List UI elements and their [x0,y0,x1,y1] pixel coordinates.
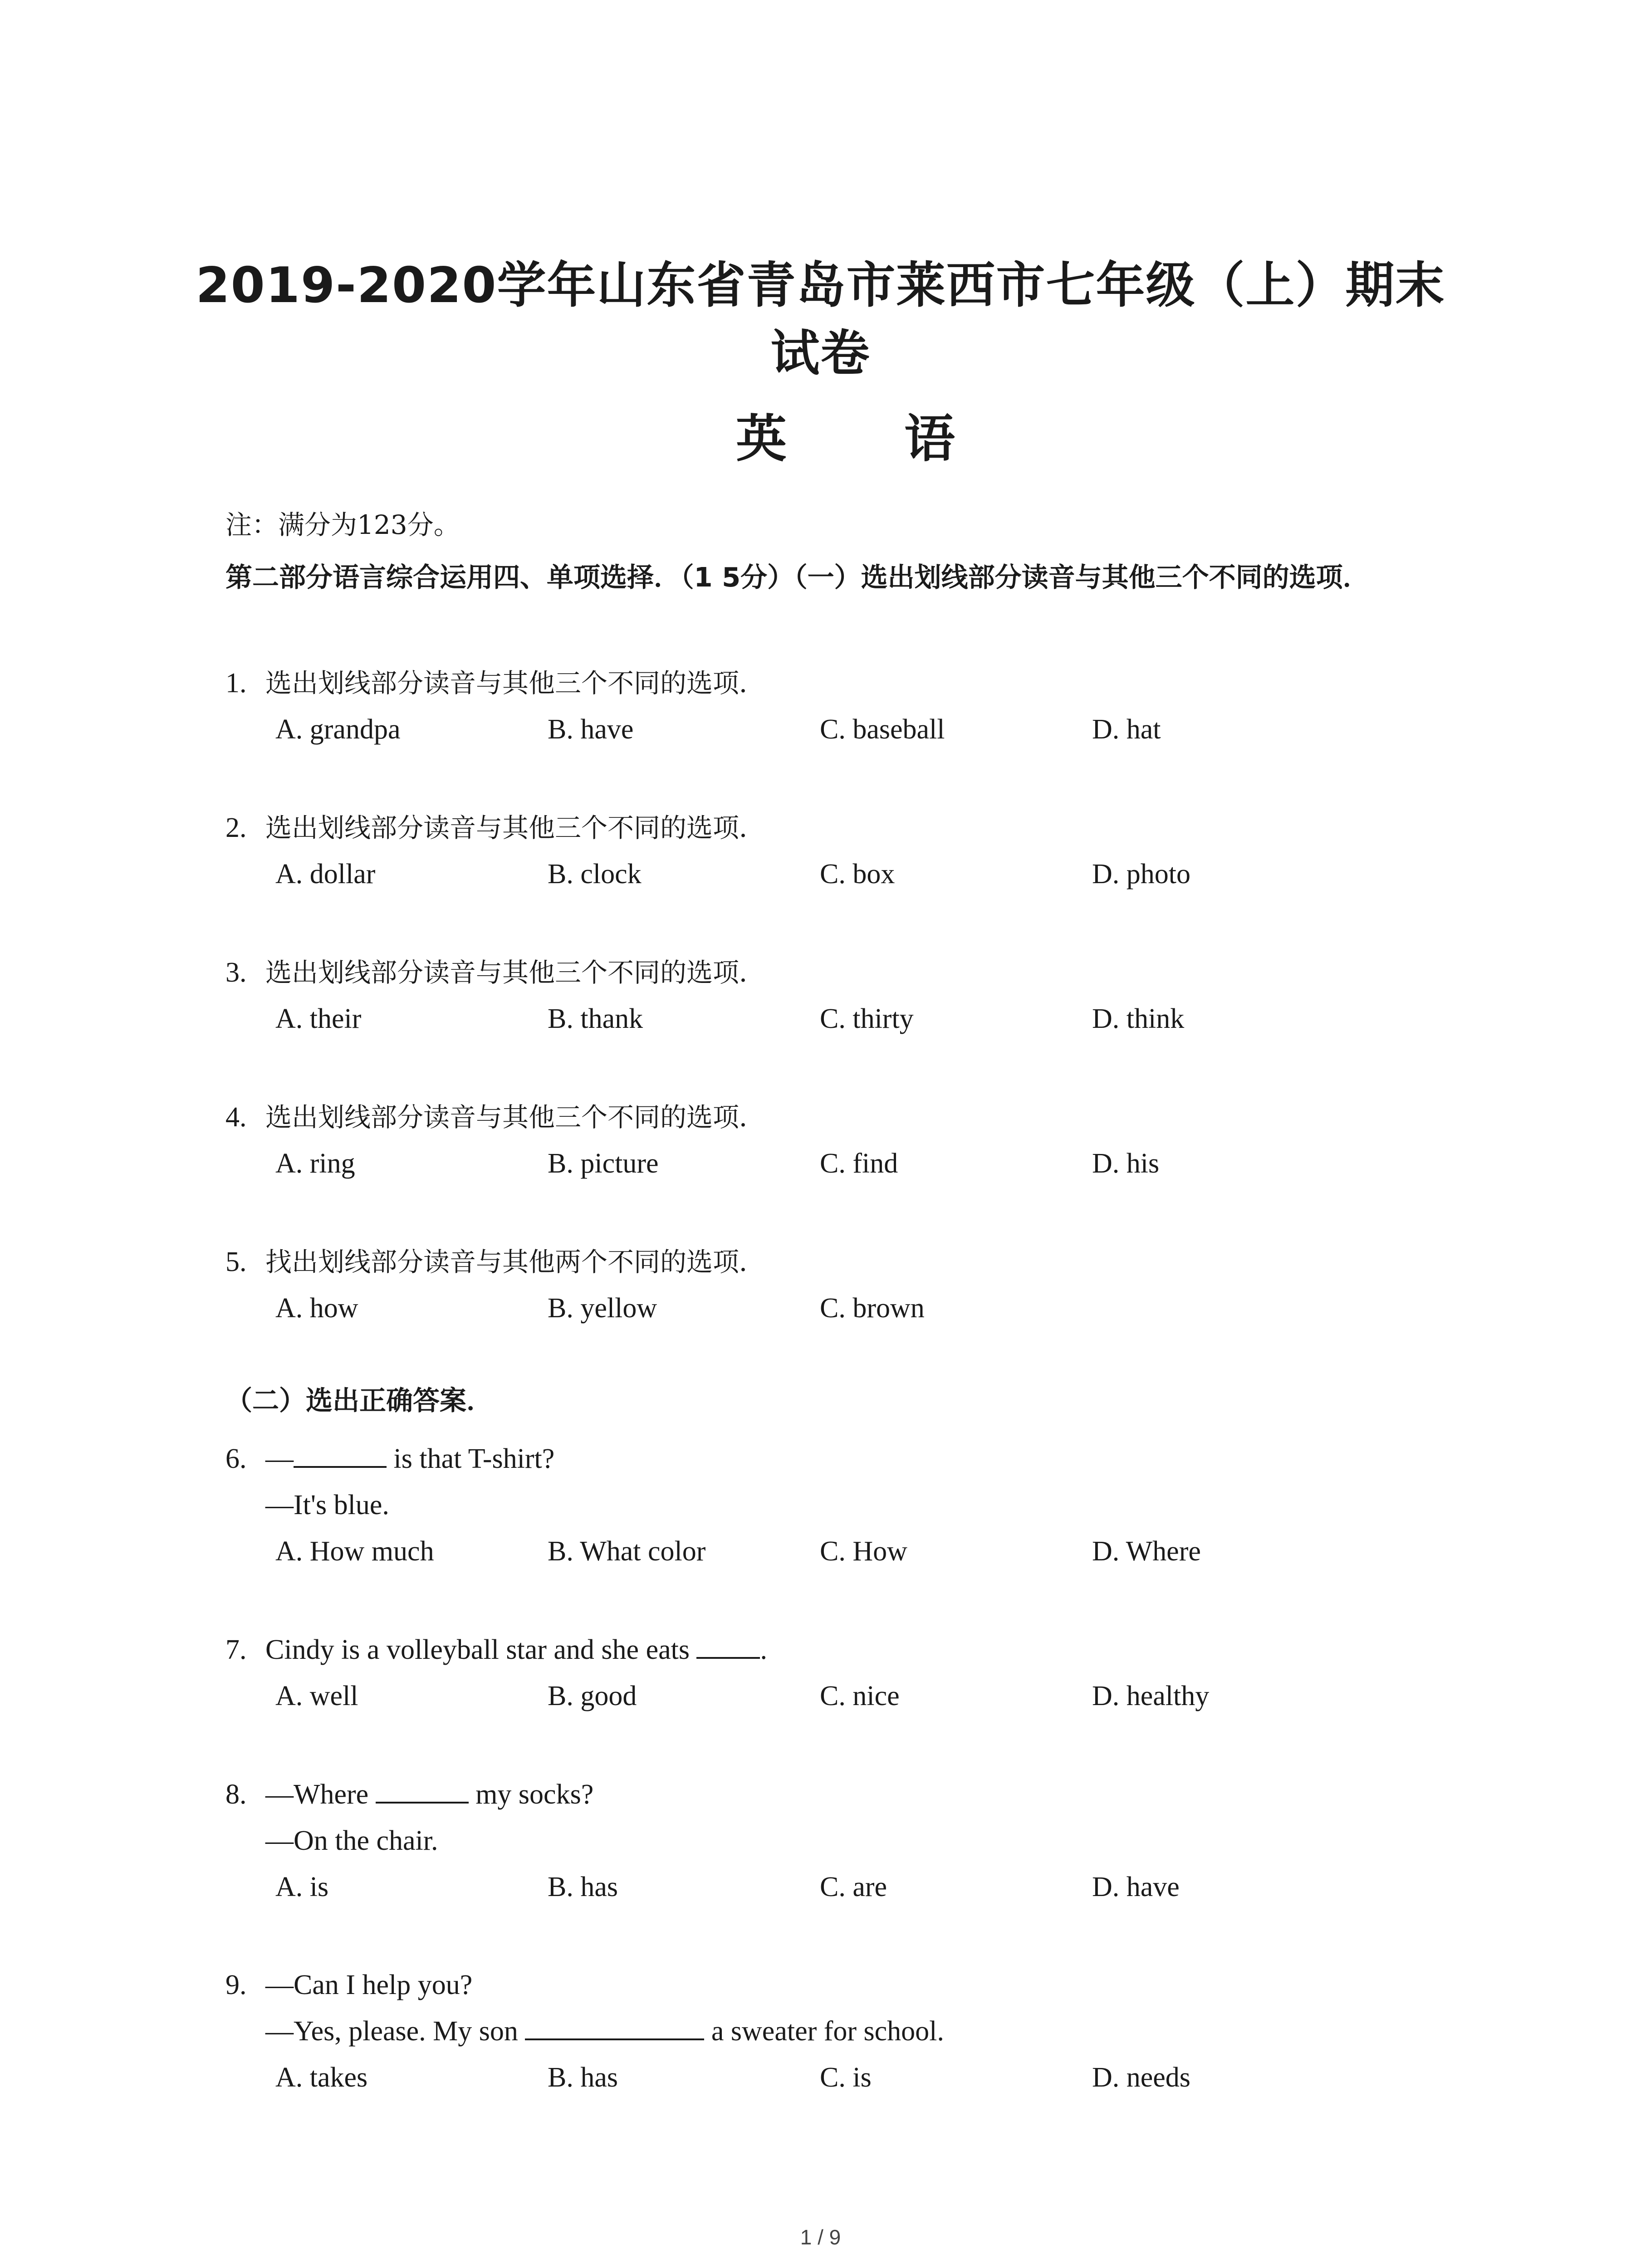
option-d: D. healthy [1092,1681,1210,1711]
option-a: A. dollar [275,859,376,890]
question-stem: 找出划线部分读音与其他两个不同的选项． [265,1246,766,1277]
question-3 [225,949,1496,1042]
question-1 [225,660,1496,753]
option-d: D. think [1092,1003,1185,1034]
options-row [225,1673,1496,1719]
answer-blank [696,1631,760,1659]
option-c: C. find [820,1148,898,1179]
option-a: A. ring [275,1148,355,1179]
option-b: B. yellow [548,1293,657,1324]
options-row [225,2054,1496,2101]
option-c: C. thirty [820,1003,914,1034]
page-number: 1 / 9 [800,2225,841,2249]
stem-text: —Yes, please. My son [265,2016,525,2047]
option-a: A. well [275,1681,358,1711]
section-heading-1: 第二部分语言综合运用四、单项选择．（1 5分）（一）选出划线部分读音与其他三个不同的选项． [225,562,1370,593]
stem-text: my socks? [468,1779,594,1810]
question-stem: 选出划线部分读音与其他三个不同的选项． [265,957,766,988]
option-d: D. Where [1092,1536,1201,1567]
dialogue-line [225,2008,1496,2054]
option-a: A. How much [275,1536,434,1567]
stem-text: —Where [265,1779,376,1810]
question-number: 6. [225,1443,247,1474]
section-heading-2: （二）选出正确答案． [225,1385,494,1416]
question-number: 7. [225,1634,247,1665]
answer-blank [525,2012,704,2040]
question-number: 3. [225,957,247,988]
stem-text: a sweater for school. [704,2016,944,2047]
question-stem: 选出划线部分读音与其他三个不同的选项． [265,668,766,699]
question-number: 1. [225,668,247,699]
stem-text: is that T-shirt? [387,1443,555,1474]
question-4 [225,1094,1496,1187]
stem-text: Cindy is a volleyball star and she eats [265,1634,697,1665]
option-a: A. is [275,1872,329,1902]
option-b: B. have [548,714,634,745]
option-c: C. is [820,2062,872,2093]
option-a: A. how [275,1293,358,1324]
option-c: C. are [820,1872,887,1902]
options-row [225,851,1496,897]
question-9 [225,1962,1496,2101]
dialogue-line: —It's blue. [265,1490,389,1520]
option-b: B. has [548,2062,618,2093]
question-5 [225,1239,1496,1331]
option-b: B. thank [548,1003,643,1034]
option-c: C. brown [820,1293,925,1324]
option-b: B. What color [548,1536,706,1567]
option-d: D. hat [1092,714,1161,745]
question-stem: 选出划线部分读音与其他三个不同的选项． [265,812,766,843]
option-c: C. baseball [820,714,945,745]
options-row [225,1864,1496,1910]
question-number: 8. [225,1779,247,1810]
question-8 [225,1771,1496,1910]
question-2 [225,805,1496,897]
option-d: D. photo [1092,859,1190,890]
stem-text: —Can I help you? [265,1970,473,2000]
option-b: B. has [548,1872,618,1902]
option-d: D. his [1092,1148,1160,1179]
subject-heading: 英 语 [736,410,1005,469]
options-row [225,706,1496,753]
title-line-2: 试卷 [770,325,871,382]
answer-blank [294,1440,387,1468]
option-b: B. picture [548,1148,659,1179]
options-row [225,1285,1496,1331]
options-row [225,1140,1496,1187]
question-stem: 选出划线部分读音与其他三个不同的选项． [265,1102,766,1133]
stem-text: — [265,1443,294,1474]
dialogue-line: —On the chair. [265,1825,438,1856]
option-a: A. their [275,1003,362,1034]
question-number: 4. [225,1102,247,1133]
options-row [225,1528,1496,1574]
title-line-1: 2019-2020学年山东省青岛市莱西市七年级（上）期末 [196,257,1445,314]
answer-blank [376,1775,469,1804]
stem-text: . [760,1634,767,1665]
option-c: C. How [820,1536,907,1567]
option-b: B. clock [548,859,642,890]
options-row [225,996,1496,1042]
option-b: B. good [548,1681,637,1711]
option-d: D. needs [1092,2062,1190,2093]
option-a: A. takes [275,2062,368,2093]
question-number: 5. [225,1246,247,1277]
option-a: A. grandpa [275,714,401,745]
option-d: D. have [1092,1872,1180,1902]
option-c: C. box [820,859,895,890]
document-title [0,252,1641,388]
question-7 [225,1627,1496,1719]
question-6 [225,1436,1496,1574]
option-c: C. nice [820,1681,900,1711]
score-note: 注：满分为123分。 [225,509,460,540]
question-number: 2. [225,812,247,843]
question-number: 9. [225,1970,247,2000]
